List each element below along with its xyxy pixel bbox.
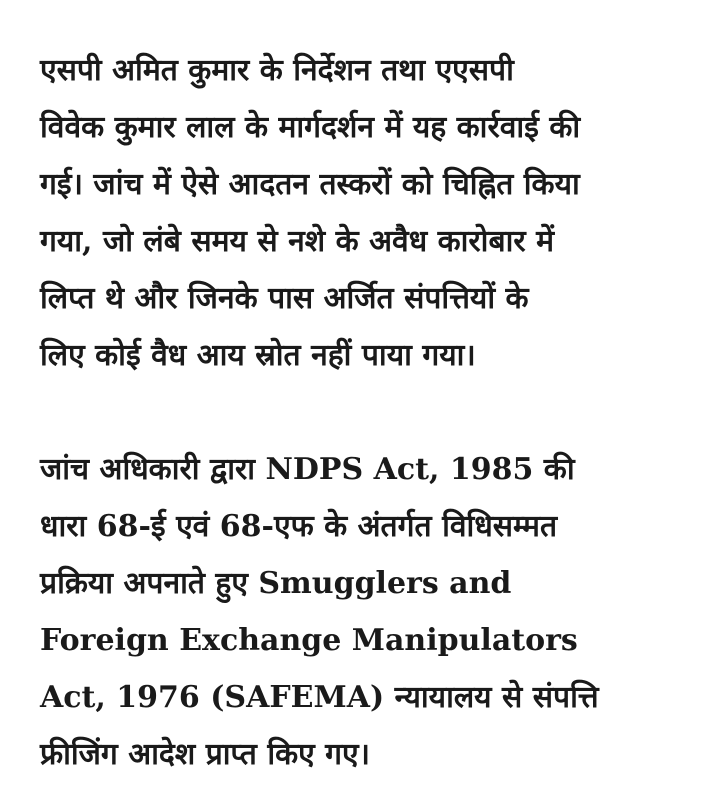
paragraph-1 <box>40 42 680 384</box>
text-line: Act, 1976 (SAFEMA) न्यायालय से संपत्ति <box>40 680 599 715</box>
text-line: धारा 68-ई एवं 68-एफ के अंतर्गत विधिसम्मत <box>40 509 558 544</box>
text-line: प्रक्रिया अपनाते हुए Smugglers and <box>40 566 512 601</box>
text-line: Foreign Exchange Manipulators <box>40 623 578 658</box>
paragraph-2 <box>40 441 680 783</box>
text-line: एसपी अमित कुमार के निर्देशन तथा एएसपी <box>40 53 514 88</box>
text-line: गया, जो लंबे समय से नशे के अवैध कारोबार में <box>40 224 555 259</box>
article-body <box>40 42 680 783</box>
text-line: फ्रीजिंग आदेश प्राप्त किए गए। <box>40 737 371 772</box>
text-line: विवेक कुमार लाल के मार्गदर्शन में यह कार्रवाई की <box>40 110 581 145</box>
text-line: जांच अधिकारी द्वारा NDPS Act, 1985 की <box>40 452 575 487</box>
text-line: लिए कोई वैध आय स्रोत नहीं पाया गया। <box>40 338 476 373</box>
text-line: लिप्त थे और जिनके पास अर्जित संपत्तियों के <box>40 281 529 316</box>
text-line: गई। जांच में ऐसे आदतन तस्करों को चिह्नित किया <box>40 167 580 202</box>
